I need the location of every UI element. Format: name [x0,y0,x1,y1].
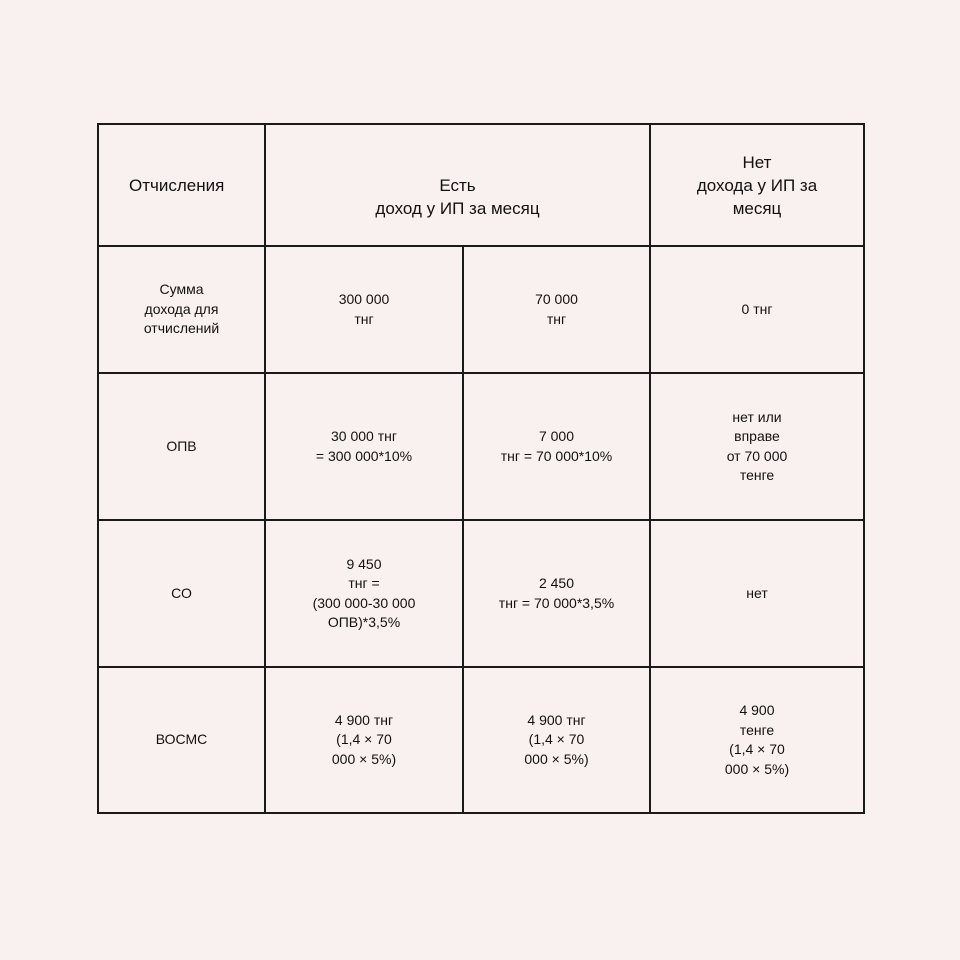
table-row [98,667,864,813]
cell-so-no-income: нет [650,520,864,667]
cell-no-income: 0 тнг [650,246,864,373]
cell-so-70000: 2 450 тнг = 70 000*3,5% [463,520,650,667]
cell-vosms-70000: 4 900 тнг (1,4 × 70 000 × 5%) [463,667,650,813]
row-label-opv: ОПВ [98,373,265,520]
header-has-income: Есть доход у ИП за месяц [265,124,650,246]
cell-so-300000: 9 450 тнг = (300 000-30 000 ОПВ)*3,5% [265,520,463,667]
row-label-vosms: ВОСМС [98,667,265,813]
table-header-row [98,124,864,246]
header-no-income: Нет дохода у ИП за месяц [650,124,864,246]
row-label-income-sum: Сумма дохода для отчислений [98,246,265,373]
table-row [98,373,864,520]
table-row [98,520,864,667]
table-row [98,246,864,373]
header-deductions: Отчисления [98,124,265,246]
cell-vosms-300000: 4 900 тнг (1,4 × 70 000 × 5%) [265,667,463,813]
cell-opv-300000: 30 000 тнг = 300 000*10% [265,373,463,520]
cell-opv-no-income: нет или вправе от 70 000 тенге [650,373,864,520]
row-label-so: СО [98,520,265,667]
cell-income-70000: 70 000 тнг [463,246,650,373]
deductions-table [97,123,865,814]
cell-opv-70000: 7 000 тнг = 70 000*10% [463,373,650,520]
cell-vosms-no-income: 4 900 тенге (1,4 × 70 000 × 5%) [650,667,864,813]
cell-income-300000: 300 000 тнг [265,246,463,373]
